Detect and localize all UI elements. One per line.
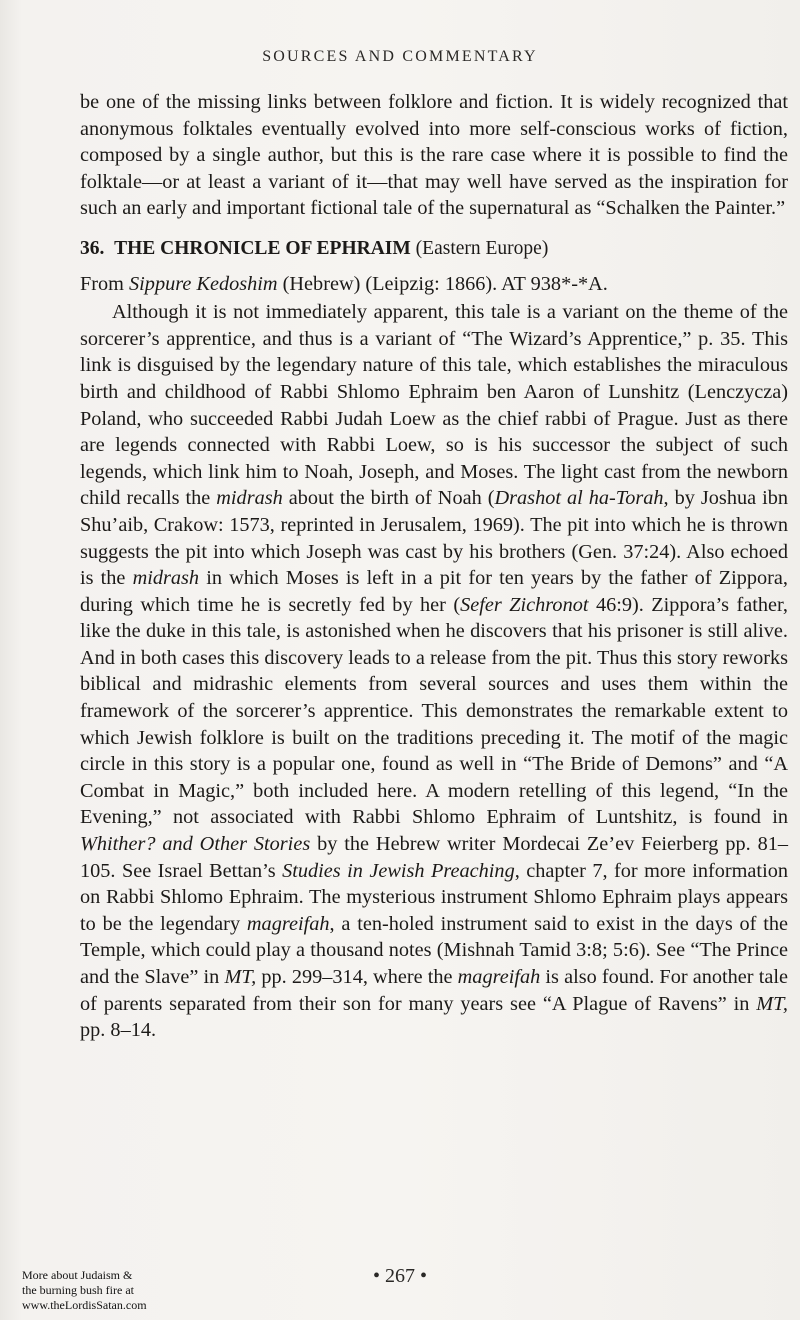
italic-title: Sefer Zichronot [460, 593, 589, 616]
italic-title: Drashot al ha-Torah [494, 487, 664, 510]
text-run: , by Joshua ibn Shu’aib, Crakow: 1573, reprinted in Jerusalem, 1969). The pit into which he is thrown suggests the pit into which Joseph was cast by his brothers (Gen. 37:24). Also echoed is the [80, 487, 789, 590]
text-run: , a ten-holed instrument said to exist in the days of the Temple, which could play a thousand notes (Mishnah Tamid 3:8; 5:6). See “The Prince and the Slave” in [80, 912, 789, 988]
watermark-line: the burning bush fire at [22, 1283, 134, 1297]
italic-term: magreifah [246, 912, 330, 935]
watermark-note [22, 1268, 192, 1313]
main-text-block [80, 89, 788, 1044]
intro-paragraph: be one of the missing links between folklore and fiction. It is widely recognized that anonymous folktales eventually evolved into more self-conscious works of fiction, composed by a single author, but this is the rare case where it is possible to find the folktale—or at least a variant of it—that may well have served as the inspiration for such an early and important fictional tale of the supernatural as “Schalken the Painter.” [80, 91, 788, 220]
running-header: SOURCES AND COMMENTARY [262, 48, 538, 65]
italic-title: Studies in Jewish Preaching [282, 859, 515, 882]
text-run: by the Hebrew writer Mordecai Ze’ev Feierberg pp. 81–105. See Israel Bettan’s [80, 833, 788, 882]
italic-term: midrash [132, 567, 200, 590]
section-number: 36. [80, 237, 105, 259]
source-prefix: From [80, 272, 130, 295]
text-run: in which Moses is left in a pit for ten years by the father of Zippora, during which time he is secretly fed by her ( [80, 567, 788, 616]
italic-term: magreifah [457, 966, 541, 988]
text-run: Although it is not immediately apparent, this tale is a variant on the theme of the sorcerer’s apprentice, and thus is a variant of “The Wizard’s Apprentice,” p. 35. This link is disguised by the legendary nature of this tale, which establishes the miraculous birth and childhood of Rabbi Shlomo Ephraim ben Aaron of Lunshitz (Lenczycza) Poland, who succeeded Rabbi Judah Loew as the chief rabbi of Prague. Just as there are legends connected with Rabbi Loew, so is his successor the subject of such legends, which link him to Noah, Joseph, and Moses. The light cast from the newborn child recalls the [80, 301, 788, 510]
section-heading [80, 236, 788, 263]
commentary-paragraph [80, 299, 788, 1044]
text-run: is also found. For another tale of parents separated from their son for many years see “A Plague of Ravens” in [80, 966, 788, 1015]
italic-title: Whither? and Other Stories [80, 833, 311, 856]
source-book-title: Sippure Kedoshim [129, 272, 278, 295]
italic-title: MT, [224, 966, 257, 988]
section-title: THE CHRONICLE OF EPHRAIM [114, 237, 411, 259]
italic-title: MT, [756, 992, 788, 1015]
text-run: 46:9). Zippora’s father, like the duke in this tale, is astonished when he discovers that his prisoner is still alive. And in both cases this discovery leads to a release from the pit. Thus this story reworks biblical and midrashic elements from several sources and uses them within the framework of the sorcerer’s apprentice. This demonstrates the remarkable extent to which Jewish folklore is built on the traditions preceding it. The motif of the magic circle in this story is a popular one, found as well in “The Bride of Demons” and “A Combat in Magic,” both included here. A modern retelling of this legend, “In the Evening,” not associated with Rabbi Shlomo Ephraim of Luntshitz, is found in [80, 593, 788, 829]
watermark-line: More about Judaism & [22, 1268, 133, 1282]
source-citation [80, 271, 788, 298]
source-details: (Hebrew) (Leipzig: 1866). AT 938*-*A. [277, 272, 608, 295]
watermark-url: www.theLordisSatan.com [22, 1298, 147, 1312]
text-run: about the birth of Noah ( [282, 487, 495, 510]
text-run: pp. 8–14. [80, 1019, 157, 1042]
italic-term: midrash [216, 487, 283, 510]
text-run: pp. 299–314, where the [256, 966, 458, 988]
page-number: • 267 • [372, 1265, 427, 1287]
text-run: , chapter 7, for more information on Rabbi Shlomo Ephraim. The mysterious instrument Shlomo Ephraim plays appears to be the legendary [80, 859, 788, 935]
section-region: (Eastern Europe) [415, 237, 549, 259]
